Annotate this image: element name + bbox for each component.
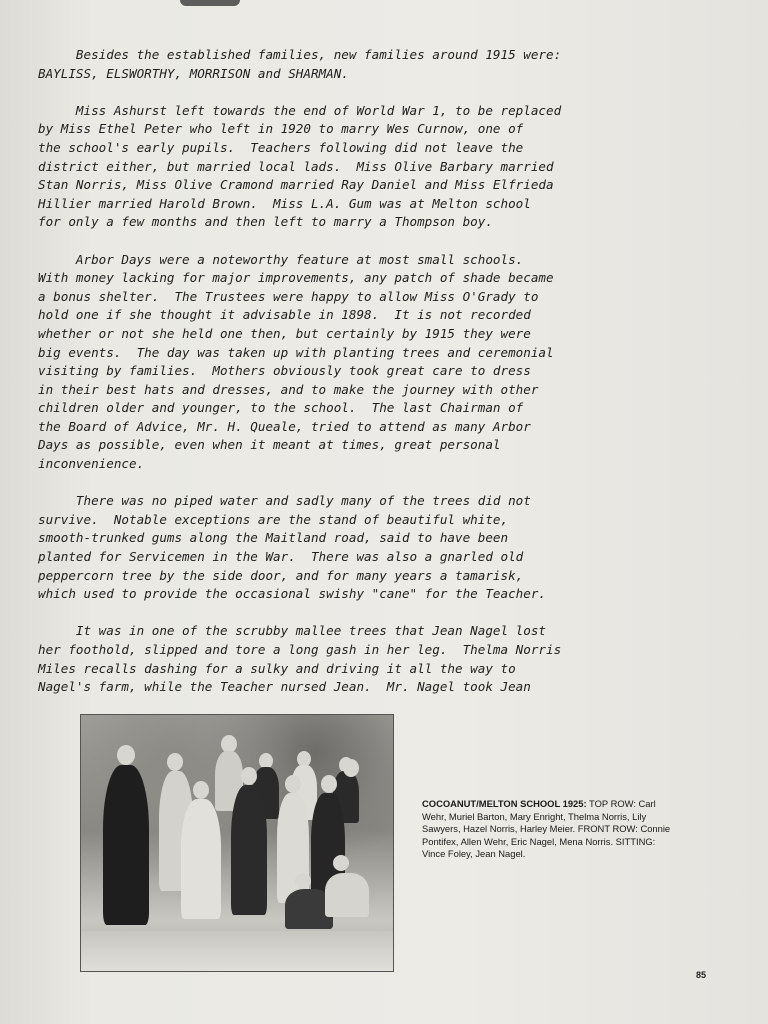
- text-line: Nagel's farm, while the Teacher nursed Jean. Mr. Nagel took Jean: [38, 679, 531, 695]
- text-line: With money lacking for major improvements, any patch of shade became: [38, 270, 554, 286]
- text-line: for only a few months and then left to marry a Thompson boy.: [38, 214, 493, 230]
- school-group-photo: [80, 714, 394, 972]
- caption-title: COCOANUT/MELTON SCHOOL 1925:: [422, 798, 587, 809]
- text-line: Miles recalls dashing for a sulky and driving it all the way to: [38, 660, 516, 676]
- text-line: Arbor Days were a noteworthy feature at most small schools.: [38, 251, 524, 267]
- photo-caption: [422, 798, 674, 861]
- caption-text: TOP ROW: Carl Wehr, Muriel Barton, Mary Enright, Thelma Norris, Lily Sawyers, Hazel Norris, Harley Meier. FRONT ROW: Connie Pontifex, Allen Wehr, Eric Nagel, Mena Norris. SITTING: Vince Foley, Jean Nagel.: [422, 798, 671, 860]
- page-number: 85: [696, 970, 707, 980]
- text-line: Miss Ashurst left towards the end of World War 1, to be replaced: [38, 102, 562, 118]
- text-line: It was in one of the scrubby mallee trees that Jean Nagel lost: [38, 623, 546, 639]
- text-line: survive. Notable exceptions are the stand of beautiful white,: [38, 511, 509, 527]
- page-edge-shadow: [180, 0, 240, 6]
- paragraph: [38, 622, 700, 696]
- text-line: her foothold, slipped and tore a long gash in her leg. Thelma Norris: [38, 642, 562, 657]
- text-line: the school's early pupils. Teachers following did not leave the: [38, 139, 524, 155]
- text-line: peppercorn tree by the side door, and for many years a tamarisk,: [38, 567, 524, 583]
- text-line: in their best hats and dresses, and to make the journey with other: [38, 381, 539, 397]
- text-line: Besides the established families, new families around 1915 were:: [38, 47, 562, 62]
- text-line: the Board of Advice, Mr. H. Queale, tried to attend as many Arbor: [38, 418, 531, 434]
- paragraph: [38, 251, 700, 474]
- paragraph: [38, 102, 700, 232]
- text-line: district either, but married local lads. Miss Olive Barbary married: [38, 158, 554, 174]
- paragraph: [38, 46, 700, 83]
- text-line: BAYLISS, ELSWORTHY, MORRISON and SHARMAN.: [38, 65, 349, 81]
- text-line: Stan Norris, Miss Olive Cramond married Ray Daniel and Miss Elfrieda: [38, 177, 554, 193]
- text-line: by Miss Ethel Peter who left in 1920 to marry Wes Curnow, one of: [38, 121, 524, 137]
- text-line: whether or not she held one then, but certainly by 1915 they were: [38, 325, 531, 341]
- text-line: which used to provide the occasional swishy "cane" for the Teacher.: [38, 586, 546, 602]
- text-line: There was no piped water and sadly many of the trees did not: [38, 493, 531, 509]
- text-line: hold one if she thought it advisable in 1898. It is not recorded: [38, 307, 531, 323]
- text-line: Days as possible, even when it meant at times, great personal: [38, 437, 501, 453]
- text-line: children older and younger, to the school. The last Chairman of: [38, 400, 524, 416]
- text-line: big events. The day was taken up with planting trees and ceremonial: [38, 344, 554, 360]
- text-line: Hillier married Harold Brown. Miss L.A. Gum was at Melton school: [38, 195, 531, 211]
- text-line: smooth-trunked gums along the Maitland road, said to have been: [38, 530, 509, 546]
- text-line: visiting by families. Mothers obviously took great care to dress: [38, 363, 531, 379]
- text-line: a bonus shelter. The Trustees were happy to allow Miss O'Grady to: [38, 288, 539, 304]
- text-line: inconvenience.: [38, 456, 145, 472]
- paragraph: [38, 492, 700, 604]
- text-line: planted for Servicemen in the War. There was also a gnarled old: [38, 549, 524, 565]
- body-text: [38, 46, 700, 715]
